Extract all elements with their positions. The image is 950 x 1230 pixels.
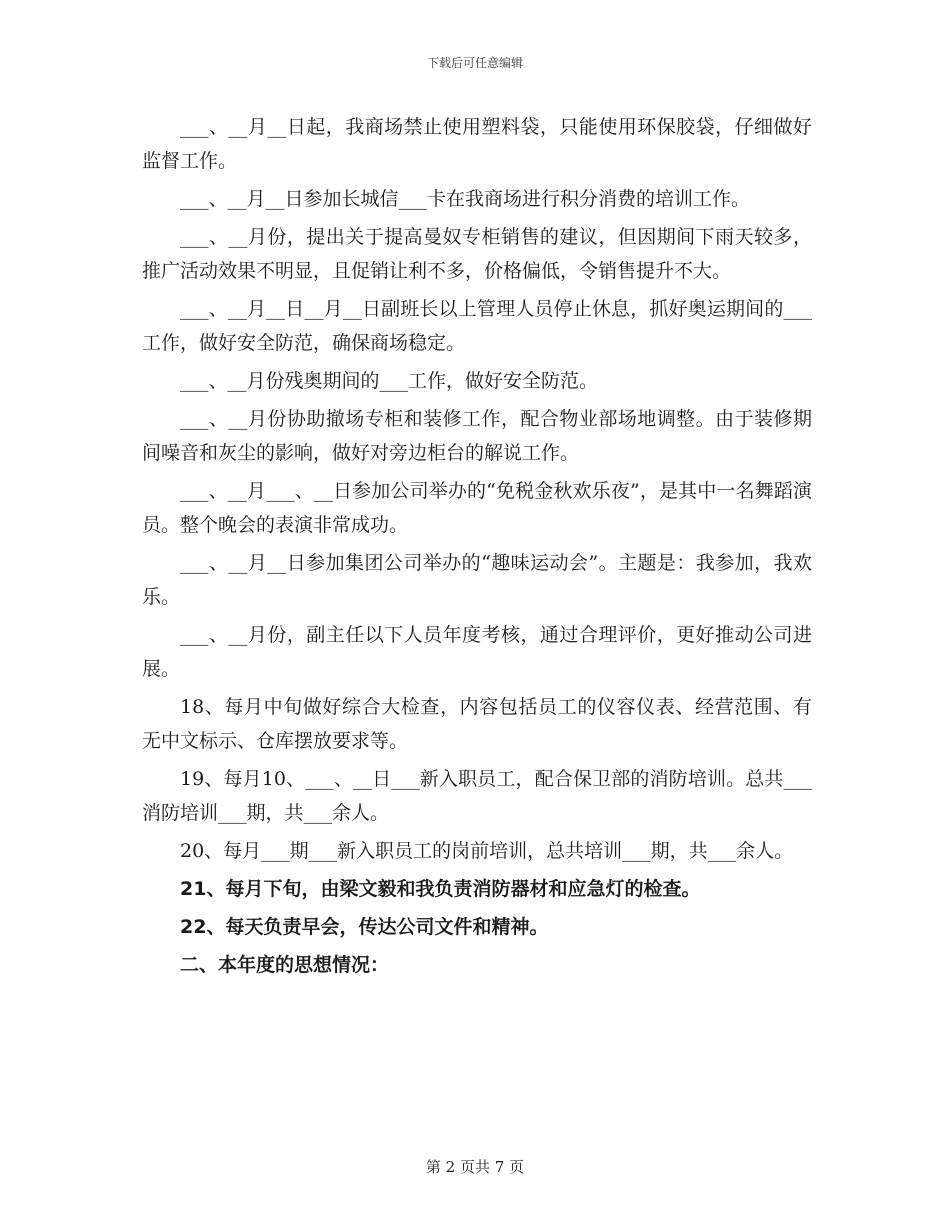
paragraph-2: ___、__月__日参加长城信___卡在我商场进行积分消费的培训工作。 [180, 188, 751, 210]
paragraph-4: ___、__月__日__月__日副班长以上管理人员停止休息，抓好奥运期间的___工作，做好安全防范，确保商场稳定。 [142, 298, 812, 354]
paragraph-8: ___、__月__日参加集团公司举办的“趣味运动会”。主题是：我参加，我欢乐。 [142, 552, 812, 608]
paragraph-21: 21、每月下旬，由梁文毅和我负责消防器材和应急灯的检查。 [180, 878, 701, 900]
paragraph-6: ___、__月份协助撤场专柜和装修工作，配合物业部场地调整。由于装修期间噪音和灰尘的影响，做好对旁边柜台的解说工作。 [142, 408, 812, 464]
paragraph-1: ___、__月__日起，我商场禁止使用塑料袋，只能使用环保胶袋，仔细做好监督工作。 [142, 116, 812, 172]
page-header: 下载后可任意编辑 [426, 56, 523, 70]
paragraph-20: 20、每月___期___新入职员工的岗前培训，总共培训___期，共___余人。 [180, 840, 794, 862]
paragraph-18: 18、每月中旬做好综合大检查，内容包括员工的仪容仪表、经营范围、有无中文标示、仓库摆放要求等。 [142, 696, 812, 752]
document-body [142, 110, 812, 986]
paragraph-19: 19、每月10、___、__日___新入职员工，配合保卫部的消防培训。总共___消防培训___期，共___余人。 [142, 768, 812, 824]
paragraph-7: ___、__月___、__日参加公司举办的“免税金秋欢乐夜”，是其中一名舞蹈演员。整个晚会的表演非常成功。 [142, 480, 812, 536]
page-footer: 第 2 页共 7 页 [425, 1158, 525, 1176]
section-heading: 二、本年度的思想情况： [180, 954, 390, 976]
paragraph-22: 22、每天负责早会，传达公司文件和精神。 [180, 916, 549, 938]
paragraph-5: ___、__月份残奥期间的___工作，做好安全防范。 [180, 370, 599, 392]
paragraph-9: ___、__月份，副主任以下人员年度考核，通过合理评价，更好推动公司进展。 [142, 624, 812, 680]
paragraph-3: ___、__月份，提出关于提高曼奴专柜销售的建议，但因期间下雨天较多，推广活动效果不明显，且促销让利不多，价格偏低，令销售提升不大。 [142, 226, 812, 282]
